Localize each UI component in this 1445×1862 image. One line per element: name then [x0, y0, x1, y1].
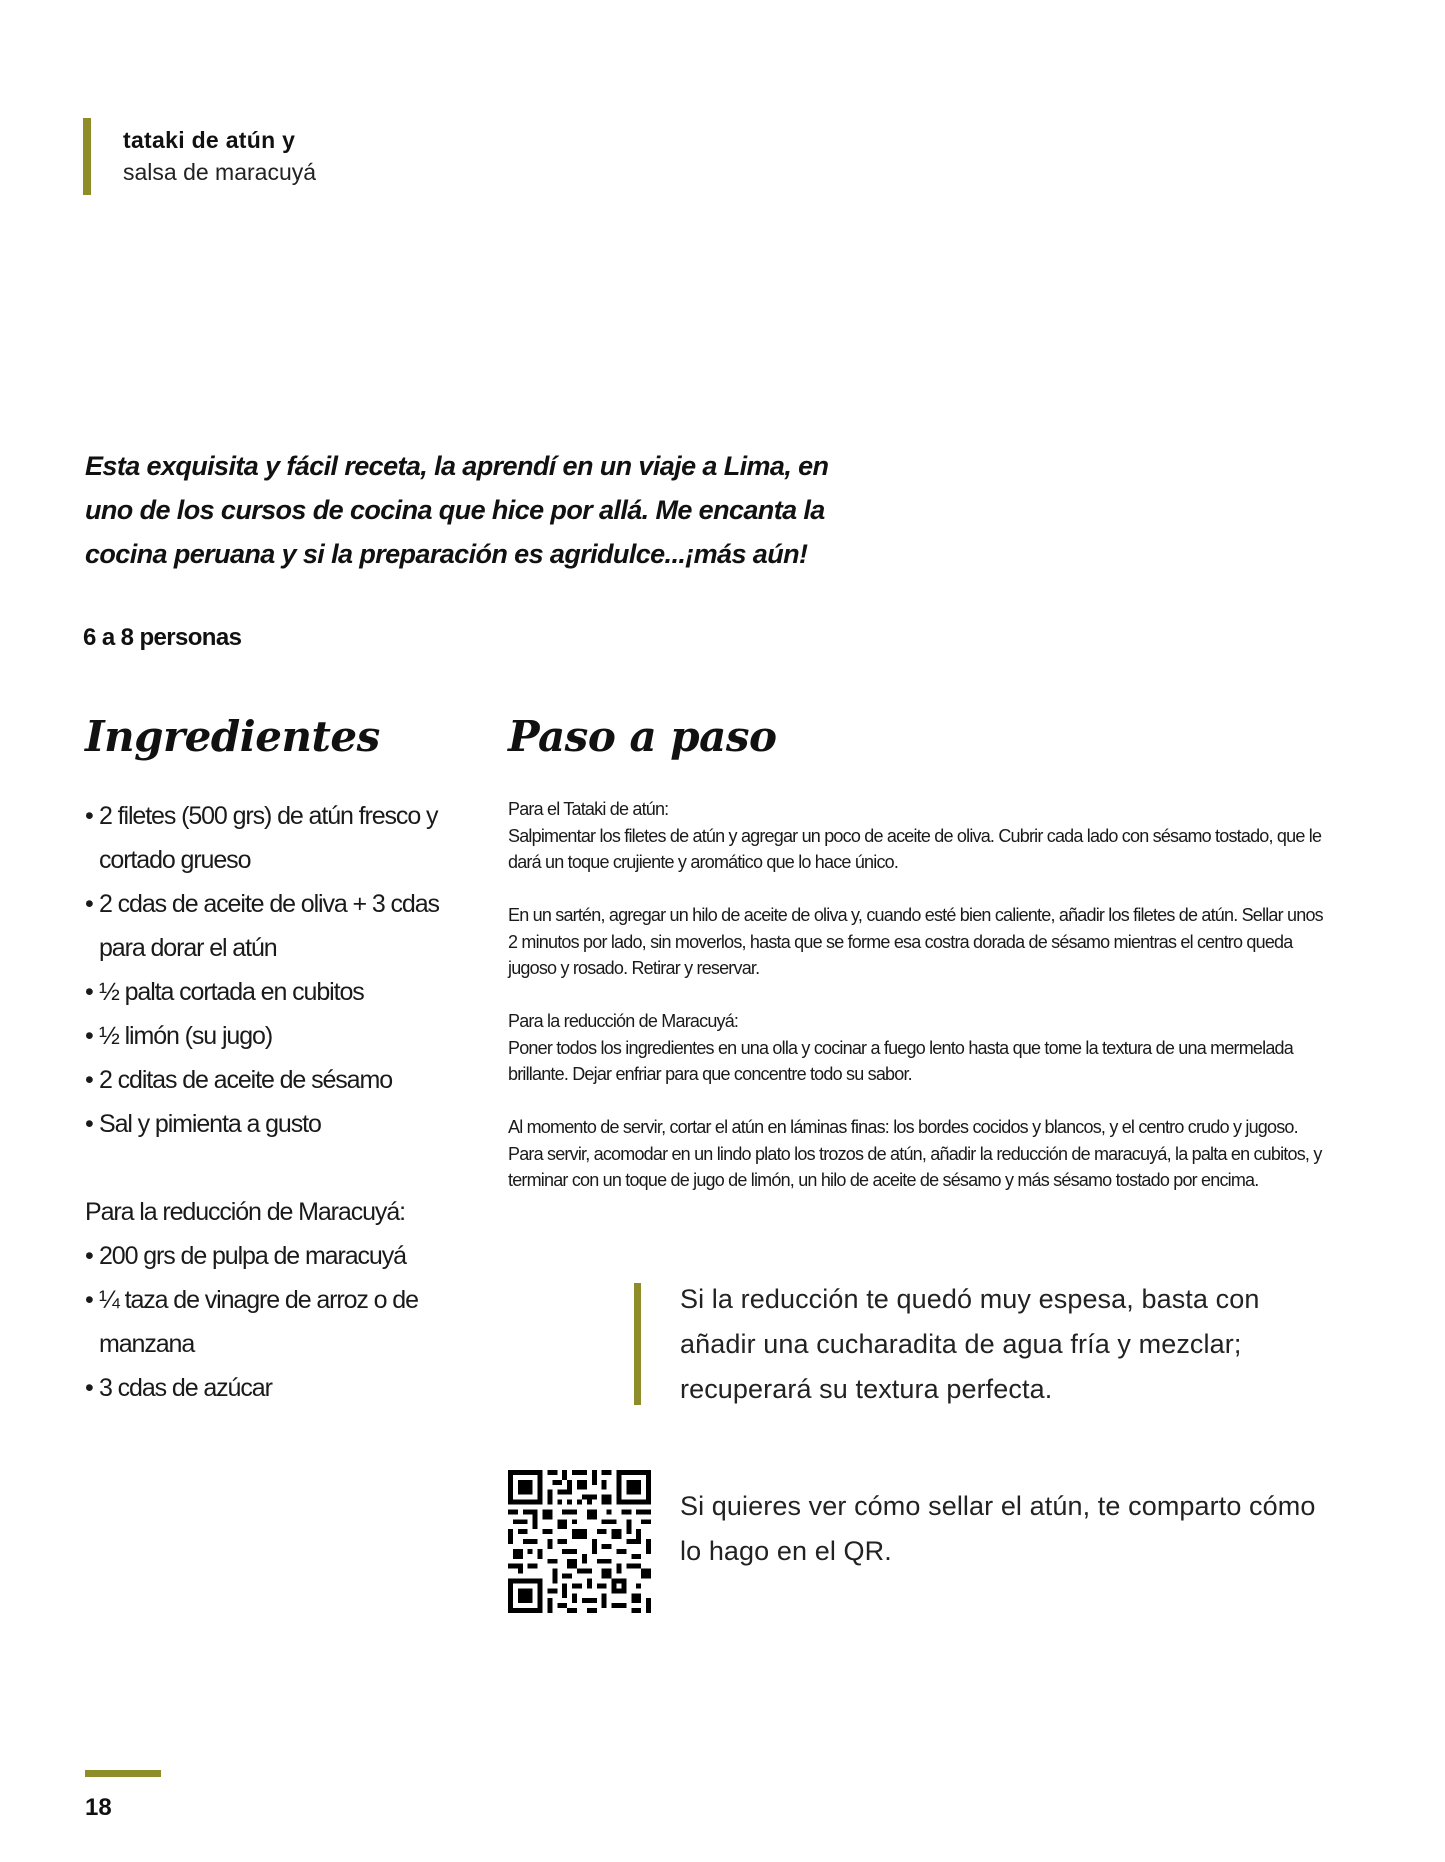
step-text: Al momento de servir, cortar el atún en láminas finas: los bordes cocidos y blancos, y el centro crudo y jugoso. Para servir, acomodar en un lindo plato los trozos de atún, añadir la reducción de maracuyá, la palta en cubitos, y terminar con un toque de jugo de limón, un hilo de aceite de sésamo y más sésamo tostado por encima.: [508, 1117, 1322, 1190]
tip-accent-bar: [634, 1283, 641, 1405]
steps-heading: Paso a paso: [508, 712, 777, 761]
recipe-title-line1: tataki de atún y: [123, 127, 296, 153]
footer-accent-bar: [85, 1770, 161, 1777]
intro-line: uno de los cursos de cocina que hice por allá. Me encanta la: [85, 495, 825, 525]
title-accent-bar: [83, 118, 91, 195]
ingredient-item: • Sal y pimienta a gusto: [85, 1102, 485, 1146]
bullet-icon: •: [85, 1286, 93, 1314]
intro-line: cocina peruana y si la preparación es agridulce...¡más aún!: [85, 539, 808, 569]
ingredients-heading: Ingredientes: [85, 712, 380, 761]
ingredients-list: [85, 794, 485, 1410]
ingredient-item: • 3 cdas de azúcar: [85, 1366, 485, 1410]
servings-label: 6 a 8 personas: [83, 624, 242, 651]
ingredient-item: • 2 cditas de aceite de sésamo: [85, 1058, 485, 1102]
qr-code-icon[interactable]: [508, 1470, 651, 1613]
step-paragraph: [508, 796, 1328, 876]
qr-caption: Si quieres ver cómo sellar el atún, te comparto cómo lo hago en el QR.: [680, 1491, 1316, 1566]
bullet-icon: •: [85, 1110, 93, 1138]
bullet-icon: •: [85, 1066, 93, 1094]
tip-callout: Si la reducción te quedó muy espesa, basta con añadir una cucharadita de agua fría y mezclar; recuperará su textura perfecta.: [680, 1284, 1260, 1404]
bullet-icon: •: [85, 978, 93, 1006]
intro-line: Esta exquisita y fácil receta, la aprendí en un viaje a Lima, en: [85, 451, 829, 481]
step-subheading: Para el Tataki de atún:: [508, 799, 669, 819]
step-subheading: Para la reducción de Maracuyá:: [508, 1011, 739, 1031]
ingredient-item: • 200 grs de pulpa de maracuyá: [85, 1234, 485, 1278]
bullet-icon: •: [85, 890, 93, 918]
intro-paragraph: [85, 444, 905, 576]
step-text: Salpimentar los filetes de atún y agregar un poco de aceite de oliva. Cubrir cada lado con sésamo tostado, que le dará un toque crujiente y aromático que lo hace único.: [508, 825, 1322, 872]
ingredient-item: • 2 filetes (500 grs) de atún fresco y cortado grueso: [85, 794, 485, 882]
ingredient-item: • ½ palta cortada en cubitos: [85, 970, 485, 1014]
recipe-title: [123, 124, 316, 188]
recipe-title-line2: salsa de maracuyá: [123, 159, 317, 185]
ingredient-item: • 2 cdas de aceite de oliva + 3 cdas para dorar el atún: [85, 882, 485, 970]
step-paragraph: [508, 1114, 1328, 1194]
steps-body: [508, 796, 1328, 1220]
bullet-icon: •: [85, 1242, 93, 1270]
step-paragraph: [508, 902, 1328, 982]
bullet-icon: •: [85, 1374, 93, 1402]
sauce-ingredients-heading: Para la reducción de Maracuyá:: [85, 1198, 405, 1226]
ingredient-item: • ½ limón (su jugo): [85, 1014, 485, 1058]
bullet-icon: •: [85, 802, 93, 830]
bullet-icon: •: [85, 1022, 93, 1050]
step-paragraph: [508, 1008, 1328, 1088]
page-number: 18: [85, 1794, 112, 1821]
step-text: En un sartén, agregar un hilo de aceite de oliva y, cuando esté bien caliente, añadir los filetes de atún. Sellar unos 2 minutos por lado, sin moverlos, hasta que se forme esa costra dorada de sésamo mientras el centro queda jugoso y rosado. Retirar y reservar.: [508, 905, 1323, 978]
step-text: Poner todos los ingredientes en una olla y cocinar a fuego lento hasta que tome la textura de una mermelada brillante. Dejar enfriar para que concentre todo su sabor.: [508, 1037, 1293, 1084]
ingredient-item: • ¼ taza de vinagre de arroz o de manzana: [85, 1278, 485, 1366]
